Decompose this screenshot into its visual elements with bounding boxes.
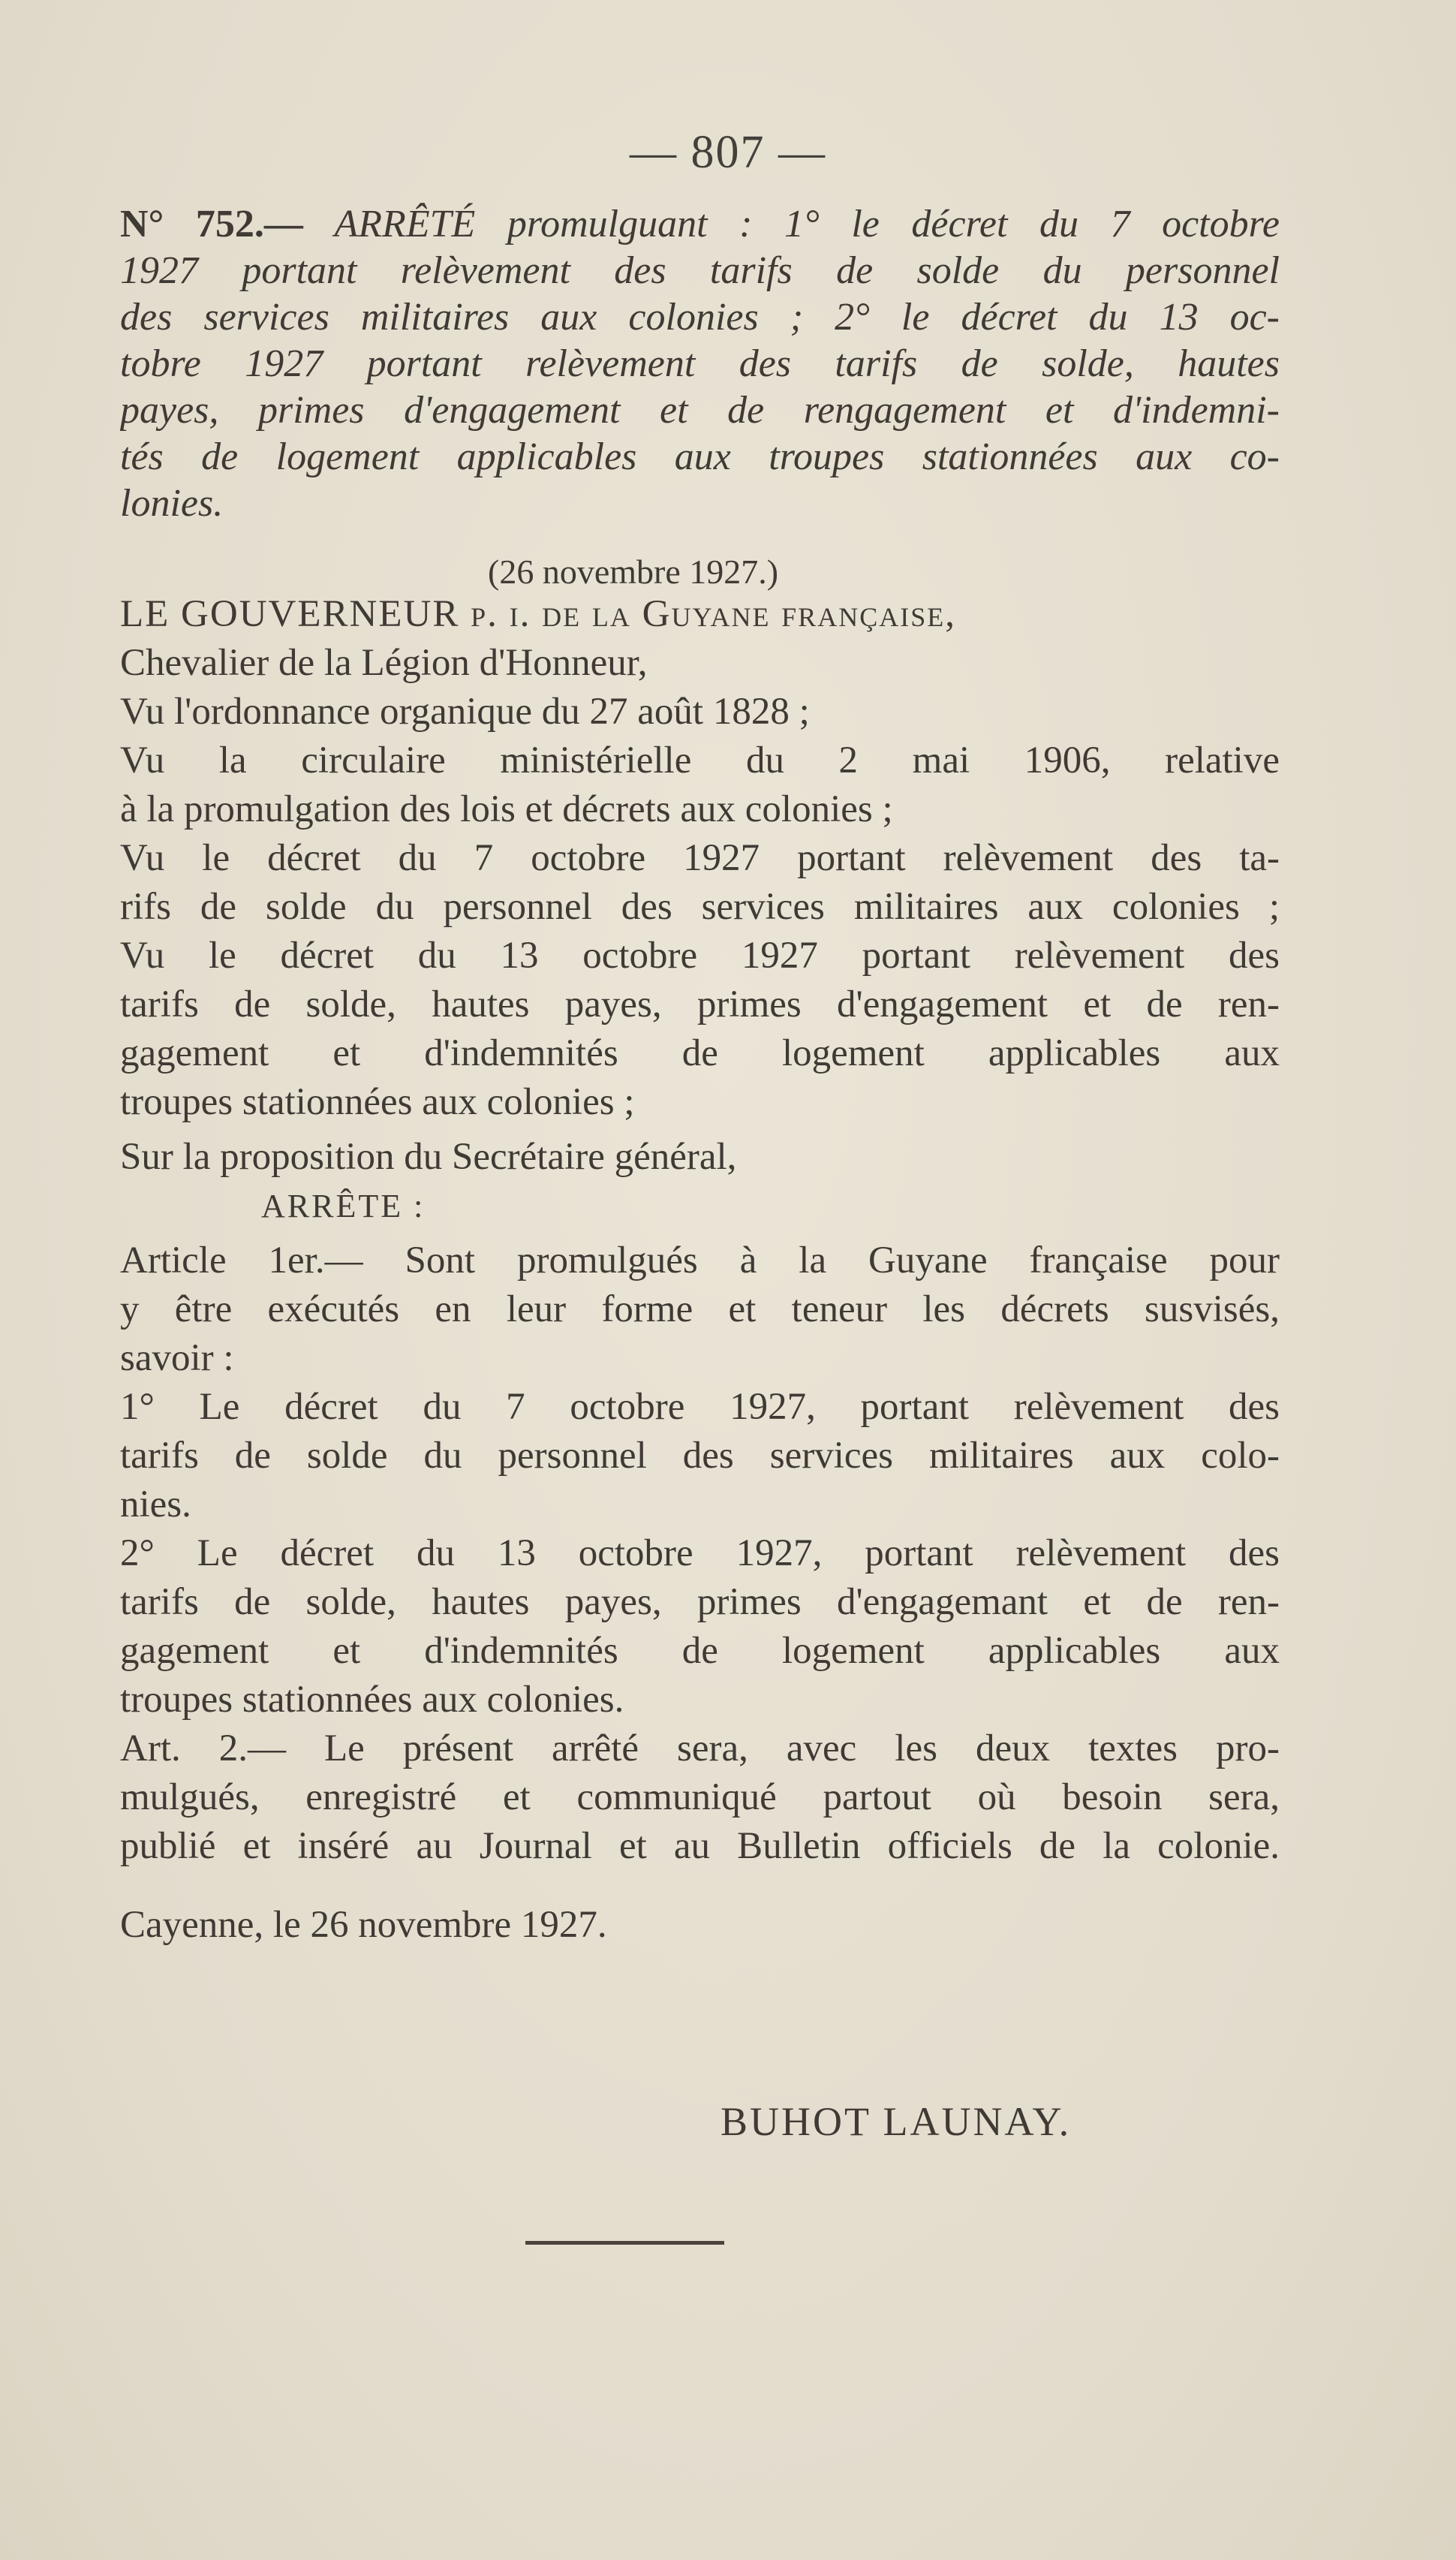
item-1-line-3: nies. — [120, 1483, 191, 1525]
vu-decret-13-4: troupes stationnées aux colonies ; — [120, 1081, 635, 1123]
decree-number: N° 752.— — [120, 203, 303, 245]
arrete-heading: ARRÊTE : — [261, 1188, 426, 1224]
heading-line-3: des services militaires aux colonies ; 2° le décret du 13 oc- — [120, 296, 1280, 339]
vu-decret-13-3: gagement et d'indemnités de logement applicables aux — [120, 1032, 1280, 1074]
heading-line-5: payes, primes d'engagement et de rengagement et d'indemni- — [120, 389, 1280, 432]
separator-rule — [525, 2241, 724, 2245]
vu-circulaire-2: à la promulgation des lois et décrets aux colonies ; — [120, 788, 893, 830]
article-1-line-1: Article 1er.— Sont promulgués à la Guyane française pour — [120, 1239, 1280, 1282]
heading-line-4: tobre 1927 portant relèvement des tarifs de solde, hautes — [120, 342, 1280, 385]
item-1-line-1: 1° Le décret du 7 octobre 1927, portant relèvement des — [120, 1386, 1280, 1428]
article-2-line-2: mulgués, enregistré et communiqué partout où besoin sera, — [120, 1776, 1280, 1818]
decree-heading — [120, 201, 1280, 527]
item-1-line-2: tarifs de solde du personnel des services militaires aux colo- — [120, 1435, 1280, 1477]
decree-body — [120, 590, 1280, 1950]
heading-line-2: 1927 portant relèvement des tarifs de solde du personnel — [120, 249, 1280, 292]
heading-line-7: lonies. — [120, 482, 224, 525]
decree-date: (26 novembre 1927.) — [488, 553, 779, 591]
article-1-line-3: savoir : — [120, 1337, 234, 1379]
vu-decret-7-2: rifs de solde du personnel des services militaires aux colonies ; — [120, 886, 1280, 928]
page-number: — 807 — — [630, 127, 826, 178]
item-2-line-2: tarifs de solde, hautes payes, primes d'engagemant et de ren- — [120, 1581, 1280, 1623]
vu-decret-13-2: tarifs de solde, hautes payes, primes d'engagement et de ren- — [120, 983, 1280, 1026]
vu-ordonnance: Vu l'ordonnance organique du 27 août 1828 ; — [120, 691, 810, 733]
vu-decret-7-1: Vu le décret du 7 octobre 1927 portant relèvement des ta- — [120, 837, 1280, 879]
item-2-line-1: 2° Le décret du 13 octobre 1927, portant relèvement des — [120, 1532, 1280, 1574]
heading-line-6: tés de logement applicables aux troupes stationnées aux co- — [120, 435, 1280, 478]
item-2-line-3: gagement et d'indemnités de logement applicables aux — [120, 1630, 1280, 1672]
article-2-line-3: publié et inséré au Journal et au Bulletin officiels de la colonie. — [120, 1825, 1280, 1867]
signature: BUHOT LAUNAY. — [720, 2099, 1072, 2144]
vu-decret-13-1: Vu le décret du 13 octobre 1927 portant relèvement des — [120, 935, 1280, 977]
article-1-line-2: y être exécutés en leur forme et teneur les décrets susvisés, — [120, 1288, 1280, 1330]
proposition: Sur la proposition du Secrétaire général, — [120, 1136, 737, 1178]
item-2-line-4: troupes stationnées aux colonies. — [120, 1679, 624, 1721]
vu-circulaire-1: Vu la circulaire ministérielle du 2 mai 1906, relative — [120, 739, 1280, 782]
heading-line-1: N° 752.— ARRÊTÉ promulguant : 1° le décret du 7 octobre — [120, 203, 1280, 245]
article-2-line-1: Art. 2.— Le présent arrêté sera, avec les deux textes pro- — [120, 1727, 1280, 1769]
governor-title: LE GOUVERNEUR p. i. de la Guyane française, — [120, 593, 956, 635]
closing-place-date: Cayenne, le 26 novembre 1927. — [120, 1904, 607, 1946]
governor-distinction: Chevalier de la Légion d'Honneur, — [120, 642, 648, 684]
